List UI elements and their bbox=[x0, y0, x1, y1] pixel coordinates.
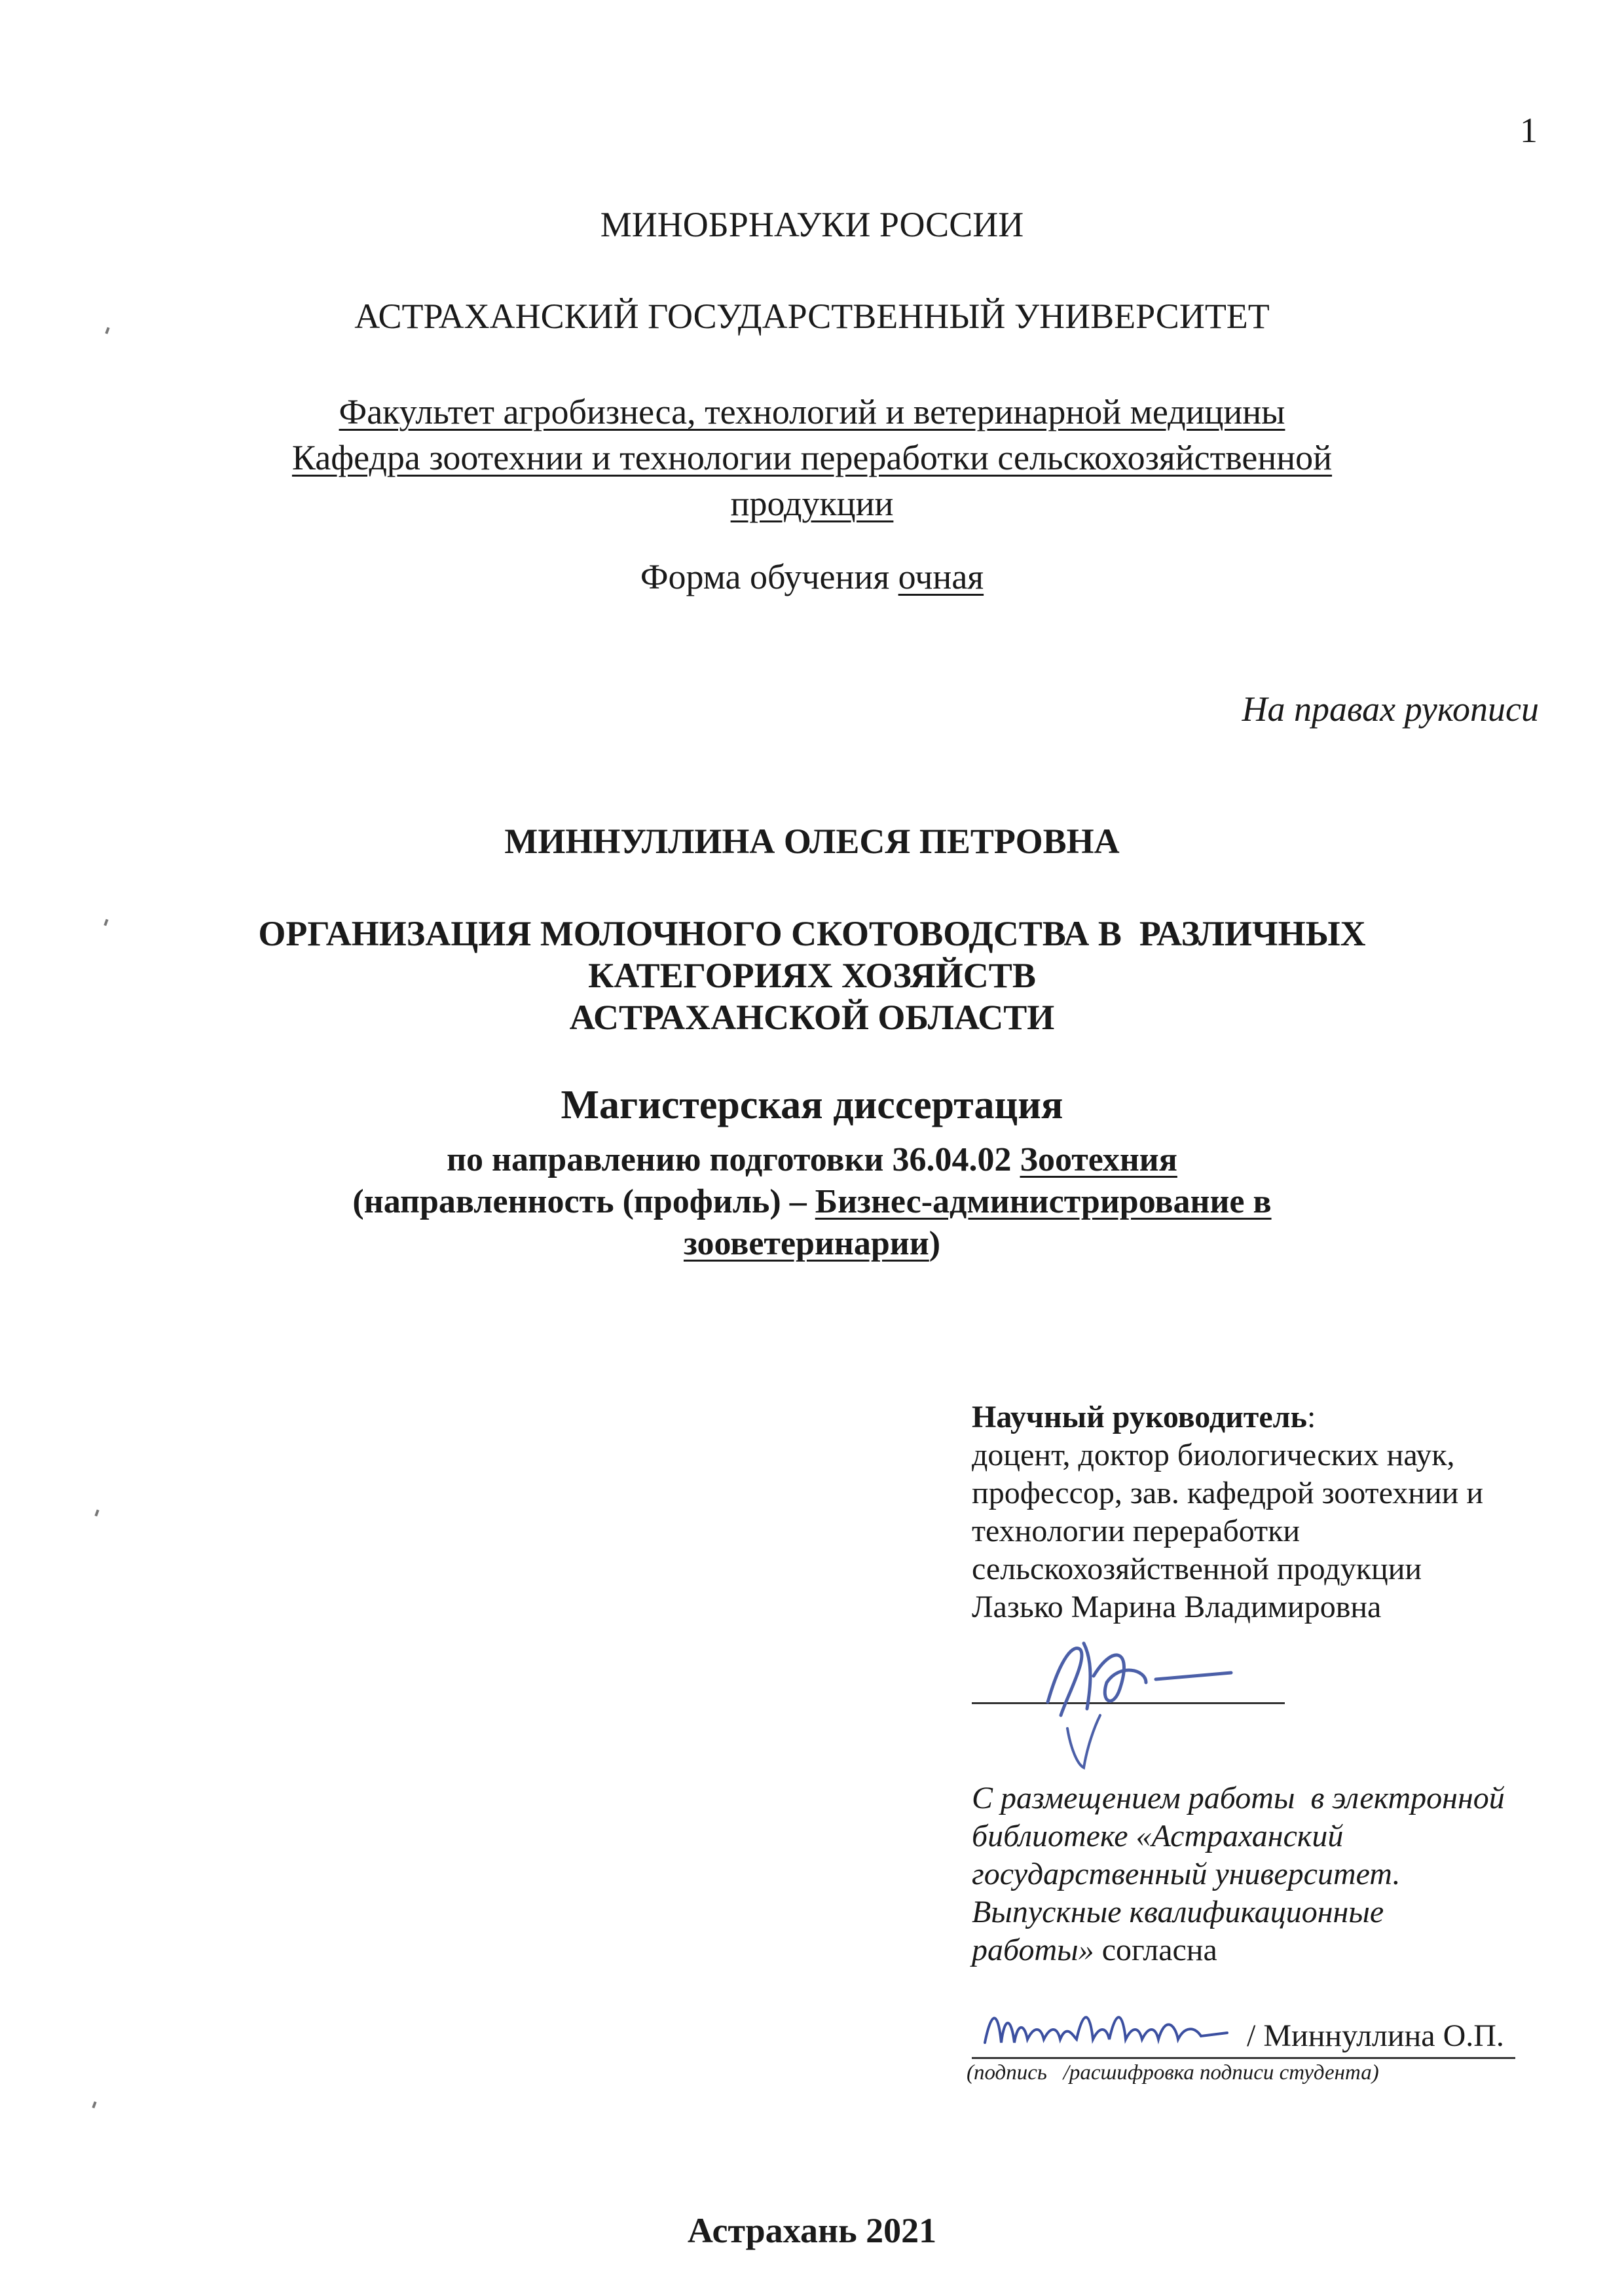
direction-block bbox=[0, 1139, 1624, 1265]
faculty-block bbox=[0, 389, 1624, 526]
department-name-line1: Кафедра зоотехнии и технологии переработки сельскохозяйственной bbox=[291, 438, 1333, 477]
supervisor-label-colon: : bbox=[1307, 1400, 1316, 1434]
scan-speck bbox=[94, 1510, 99, 1517]
thesis-title-line3: АСТРАХАНСКОЙ ОБЛАСТИ bbox=[569, 998, 1055, 1037]
city-year: Астрахань 2021 bbox=[687, 2211, 937, 2250]
student-signature-separator: / bbox=[1247, 2018, 1256, 2053]
supervisor-signature-image bbox=[1022, 1617, 1244, 1774]
profile-suffix: ) bbox=[929, 1225, 941, 1262]
consent-line4: Выпускные квалификационные bbox=[972, 1895, 1384, 1929]
supervisor-title-line3: технологии переработки bbox=[972, 1514, 1301, 1548]
student-name: Миннуллина О.П. bbox=[1263, 2018, 1504, 2053]
direction-name: Зоотехния bbox=[1020, 1141, 1177, 1178]
consent-block bbox=[972, 1779, 1600, 1969]
study-form-value: очная bbox=[898, 557, 984, 596]
student-signature-line bbox=[972, 2057, 1515, 2059]
ministry-heading: МИНОБРНАУКИ РОССИИ bbox=[600, 205, 1024, 244]
faculty-name: Факультет агробизнеса, технологий и ветеринарной медицины bbox=[339, 392, 1285, 431]
page-number: 1 bbox=[1520, 111, 1538, 150]
supervisor-title-line1: доцент, доктор биологических наук, bbox=[972, 1438, 1455, 1472]
consent-line1: С размещением работы в электронной bbox=[972, 1781, 1505, 1815]
supervisor-name: Лазько Марина Владимировна bbox=[972, 1590, 1382, 1624]
student-signature-row bbox=[972, 2018, 1504, 2054]
profile-name-part1: Бизнес-администрирование в bbox=[815, 1183, 1272, 1220]
thesis-title-line1: ОРГАНИЗАЦИЯ МОЛОЧНОГО СКОТОВОДСТВА В РАЗЛИЧНЫХ bbox=[258, 914, 1366, 953]
consent-line5: работы» bbox=[972, 1933, 1094, 1967]
profile-name-part2: зооветеринарии bbox=[683, 1225, 929, 1262]
study-form bbox=[0, 556, 1624, 597]
study-form-label: Форма обучения bbox=[640, 557, 890, 596]
consent-line2: библиотеке «Астраханский bbox=[972, 1819, 1344, 1853]
supervisor-label: Научный руководитель bbox=[972, 1400, 1307, 1434]
manuscript-note: На правах рукописи bbox=[1242, 689, 1539, 729]
university-heading: АСТРАХАНСКИЙ ГОСУДАРСТВЕННЫЙ УНИВЕРСИТЕТ bbox=[354, 297, 1270, 336]
supervisor-block bbox=[972, 1398, 1600, 1626]
scan-speck bbox=[92, 2102, 96, 2109]
author-name: МИННУЛЛИНА ОЛЕСЯ ПЕТРОВНА bbox=[504, 822, 1120, 861]
thesis-title-line2: КАТЕГОРИЯХ ХОЗЯЙСТВ bbox=[588, 956, 1036, 995]
signature-caption: (подпись /расшифровка подписи студента) bbox=[967, 2061, 1379, 2085]
department-name-line2: продукции bbox=[730, 484, 894, 523]
supervisor-title-line4: сельскохозяйственной продукции bbox=[972, 1552, 1422, 1586]
direction-prefix: по направлению подготовки 36.04.02 bbox=[447, 1141, 1012, 1178]
consent-agreed: согласна bbox=[1101, 1933, 1217, 1967]
thesis-title bbox=[0, 913, 1624, 1038]
profile-prefix: (направленность (профиль) – bbox=[352, 1183, 807, 1220]
work-type: Магистерская диссертация bbox=[561, 1083, 1063, 1127]
supervisor-title-line2: профессор, зав. кафедрой зоотехнии и bbox=[972, 1476, 1484, 1510]
consent-line3: государственный университет. bbox=[972, 1857, 1401, 1891]
